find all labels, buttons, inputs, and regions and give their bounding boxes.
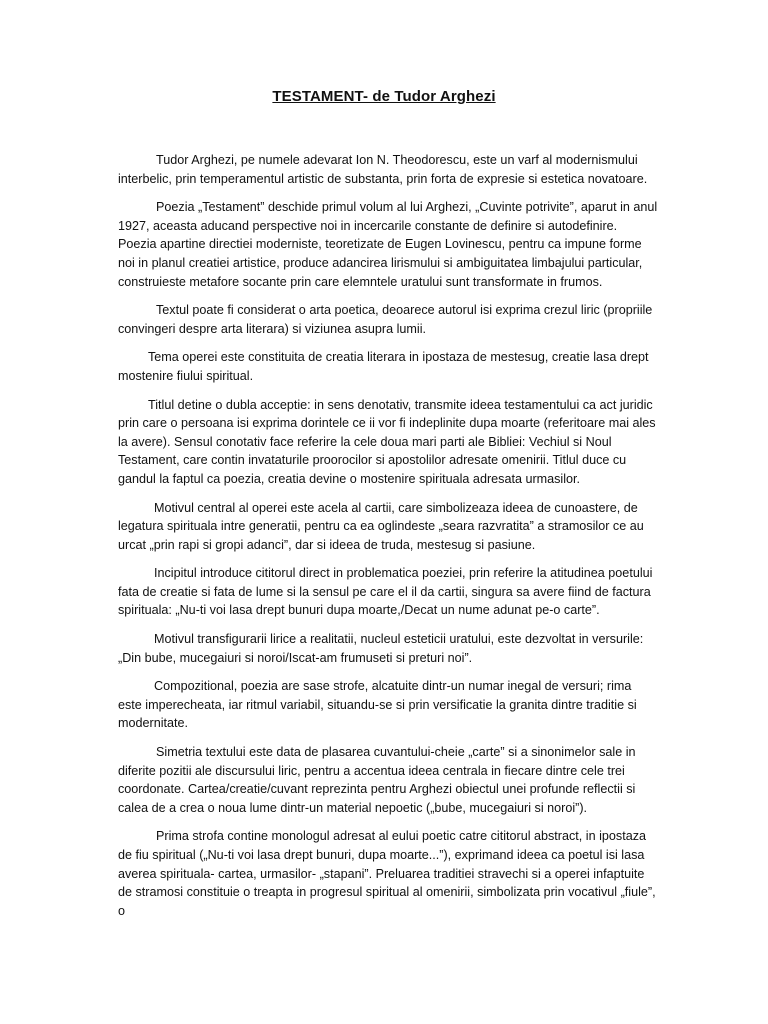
paragraph-1: Tudor Arghezi, pe numele adevarat Ion N. Theodorescu, este un varf al modernismului interbelic, prin temperamentul artistic de substanta, prin forta de expresie si estetica novatoare. bbox=[118, 153, 648, 186]
paragraph-5: Titlul detine o dubla acceptie: in sens denotativ, transmite ideea testamentului ca act juridic prin care o persoana isi exprima dorintele ce ii vor fi indeplinite dupa moarte (referitoare mai ales la avere). Sensul conotativ face referire la cele doua mari parti ale Bibliei: Vechiul si Noul Testament, care contin invataturile proorocilor si apostolilor adresate omenirii. Titlul duce cu gandul la faptul ca poezia, creatia devine o mostenire spirituala adresata urmasilor. bbox=[118, 397, 656, 486]
paragraph-7: Incipitul introduce cititorul direct in problematica poeziei, prin referire la atitudinea poetului fata de creatie si fata de lume si la sensul pe care el il da cartii, singura sa avere fiind de factura spirituala: „Nu-ti voi lasa drept bunuri dupa moarte,/Decat un nume adunat pe-o carte”. bbox=[118, 566, 653, 618]
document-title: TESTAMENT- de Tudor Arghezi bbox=[272, 88, 496, 105]
paragraph-9: Compozitional, poezia are sase strofe, alcatuite dintr-un numar inegal de versuri; rima este imperecheata, iar ritmul variabil, situandu-se si prin versificatie la granita dintre traditie si modernitate. bbox=[118, 679, 637, 731]
paragraph-8: Motivul transfigurarii lirice a realitatii, nucleul esteticii uratului, este dezvoltat in versurile: „Din bube, mucegaiuri si noroi/Iscat-am frumuseti si preturi noi”. bbox=[118, 632, 644, 665]
paragraph-3: Textul poate fi considerat o arta poetica, deoarece autorul isi exprima crezul liric (propriile convingeri despre arta literara) si viziunea asupra lumii. bbox=[118, 303, 653, 336]
document-body bbox=[118, 151, 658, 930]
paragraph-2: Poezia „Testament” deschide primul volum al lui Arghezi, „Cuvinte potrivite”, aparut in anul 1927, aceasta aducand perspective noi in incercarile constante de definire si autodefinire. Poezia apartine directiei moderniste, teoretizate de Eugen Lovinescu, pentru ca impune forme noi in planul creatiei artistice, produce adancirea lirismului si ambiguitatea limbajului particular, construieste metafore socante prin care elemntele uratului sunt transformate in frumos. bbox=[118, 200, 658, 289]
paragraph-4: Tema operei este constituita de creatia literara in ipostaza de mestesug, creatie lasa drept mostenire fiului spiritual. bbox=[118, 350, 649, 383]
paragraph-11: Prima strofa contine monologul adresat al eului poetic catre cititorul abstract, in ipostaza de fiu spiritual („Nu-ti voi lasa drept bunuri, dupa moarte...”), exprimand ideea ca poetul isi lasa averea spirituala- cartea, urmasilor- „stapani”. Preluarea traditiei stravechi si a operei infaptuite de stramosi constituie o treapta in progresul spiritual al omenirii, simbolizata prin vocativul „fiule”, o bbox=[118, 829, 656, 918]
paragraph-10: Simetria textului este data de plasarea cuvantului-cheie „carte” si a sinonimelor sale in diferite pozitii ale discursului liric, pentru a accentua ideea centrala in fiecare dintre cele trei coordonate. Cartea/creatie/cuvant reprezinta pentru Arghezi obiectul unei profunde reflectii si calea de a crea o noua lume dintr-un material nepoetic („bube, mucegaiuri si noroi”). bbox=[118, 745, 636, 815]
paragraph-6: Motivul central al operei este acela al cartii, care simbolizeaza ideea de cunoastere, de legatura spirituala intre generatii, pentru ca ea oglindeste „seara razvratita” a stramosilor ce au urcat „prin rapi si gropi adanci”, dar si ideea de truda, mestesug si pasiune. bbox=[118, 500, 644, 552]
